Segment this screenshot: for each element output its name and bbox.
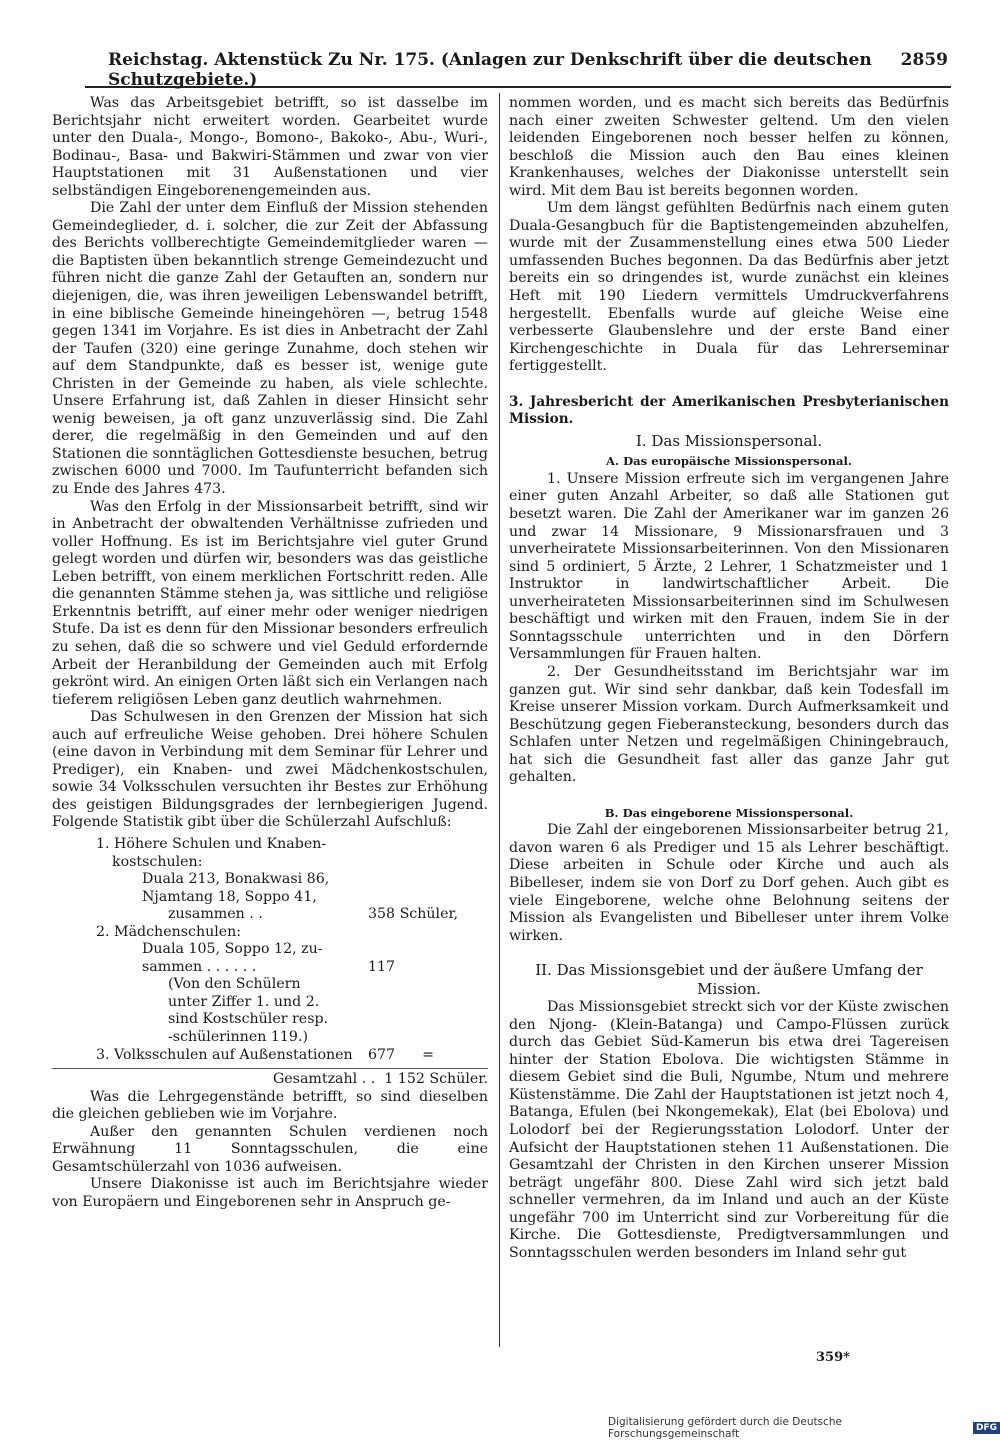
stat-value: 677 [368, 1046, 396, 1063]
stat-line: 2. Mädchenschulen: [96, 923, 242, 940]
stat-row [52, 906, 488, 924]
paragraph: Unsere Diakonisse ist auch im Berichtsjahre wieder von Europäern und Eingeborenen sehr in Anspruch ge- [52, 1176, 488, 1210]
stat-row [52, 959, 488, 977]
stat-value: 358 Schüler, [368, 906, 459, 923]
paragraph: Die Zahl der eingeborenen Missionsarbeiter betrug 21, davon waren 6 als Prediger und 15 als Lehrer beschäftigt. Diese arbeiten in Schule oder Kirche und auch als Bibelleser, indem sie von Dorf zu Dorf gehen. Auch gibt es viele Eingeborene, welche ohne Belohnung seitens der Mission als Evangelisten und Bibelleser unter ihrem Volke wirken. [509, 822, 949, 944]
stat-total [52, 1068, 488, 1089]
digitization-credit [608, 1416, 1000, 1440]
credit-text: Digitalisierung gefördert durch die Deutsche Forschungsgemeinschaft [608, 1416, 842, 1440]
paragraph: Das Missionsgebiet streckt sich vor der Küste zwischen den Njong- (Klein-Batanga) und Campo-Flüssen zurück durch das Gebiet Süd-Kamerun bis etwa drei Tagereisen hinter der Station Ebolova. Die wichtigsten Stämme in diesem Gebiet sind die Buli, Ngumbe, Ntum und mehrere Küstenstämme. Die Zahl der Hauptstationen ist jetzt noch 4, Batanga, Efulen (bei Nkongemekak), Elat (bei Ebolova) und Lolodorf bei der Regierungsstation Lolodorf. Unter der Aufsicht der Hauptstationen stehen 11 Außenstationen. Die Gesamtzahl der Christen in den Kirchen unserer Mission beträgt ungefähr 800. Diese Zahl wird sich jetzt bald schneller vermehren, da im Inland und auch an der Küste ungefähr 700 im Unterricht sind zur Vorbereitung für die Kirche. Die Gottesdienste, Predigtversammlungen und Sonntagsschulen werden besonders im Inland sehr gut [509, 999, 949, 1261]
left-column [52, 95, 488, 1211]
page-number: 2859 [900, 50, 948, 70]
paragraph: Was den Erfolg in der Missionsarbeit betrifft, sind wir in Anbetracht der obwaltenden Verhältnisse zufrieden und voller Hoffnung. Es ist im Berichtsjahre viel guter Grund gelegt worden und dürfen wir, besonders was das geistliche Leben betrifft, von einem merklichen Fortschritt reden. Alle die genannten Stämme stehen ja, was sittliche und religiöse Erkenntnis betrifft, auf einer mehr oder weniger niedrigen Stufe. Da ist es denn für den Missionar besonders erfreulich zu sehen, daß die so schwere und viel Geduld erfordernde Arbeit der Heranbildung der Gemeinden auch mit Erfolg gekrönt wird. An einigen Orten läßt sich ein Verlangen nach tieferem religiösen Leben ganz deutlich wahrnehmen. [52, 498, 488, 708]
subsubheading: B. Das eingeborene Missionspersonal. [604, 805, 854, 820]
column-divider [499, 93, 500, 1347]
paragraph: 2. Der Gesundheitsstand im Berichtsjahr war im ganzen gut. Wir sind sehr dankbar, daß kein Todesfall im Kreise unserer Mission vorkam. Durch Aufmerksamkeit und Beschützung gegen Fieberansteckung, besonders durch das Schlafen unter Netzen und regelmäßigen Chiningebrauch, hat sich die Gesundheit fast aller das ganze Jahr gut gehalten. [509, 663, 949, 786]
stat-line: Duala 105, Soppo 12, zu- [142, 941, 323, 958]
stat-line: (Von den Schülern [168, 976, 301, 993]
paragraph: Außer den genannten Schulen verdienen noch Erwähnung 11 Sonntagsschulen, die eine Gesamtschülerzahl von 1036 aufweisen. [52, 1123, 488, 1175]
stat-value: 117 [368, 958, 396, 975]
dfg-logo: DFG [973, 1422, 1000, 1434]
page-header [108, 50, 948, 90]
stat-line: Njamtang 18, Soppo 41, [142, 888, 317, 905]
stat-line: unter Ziffer 1. und 2. [168, 993, 320, 1010]
stat-line: Duala 213, Bonakwasi 86, [142, 871, 330, 888]
stat-line: 1. Höhere Schulen und Knaben- [96, 835, 327, 852]
header-title: Reichstag. Aktenstück Zu Nr. 175. (Anlagen zur Denkschrift über die deutschen Schutzgebiete.) [108, 50, 872, 90]
paragraph: Das Schulwesen in den Grenzen der Mission hat sich auch auf erfreuliche Weise gehoben. Drei höhere Schulen (eine davon in Verbindung mit dem Seminar für Lehrer und Prediger), ein Knaben- und zwei Mädchenkostschulen, sowie 34 Volksschulen versuchten ihr Bestes zur Erhöhung des geistigen Bildungsgrades der lernbegierigen Jugend. Folgende Statistik gibt über die Schülerzahl Aufschluß: [52, 709, 488, 831]
total-label: Gesamtzahl . . [272, 1071, 376, 1088]
total-value: 1 152 Schüler. [384, 1071, 488, 1088]
paragraph: 1. Unsere Mission erfreute sich im vergangenen Jahre einer guten Anzahl Arbeiter, so daß alle Stationen gut besetzt waren. Die Zahl der Amerikaner war im ganzen 26 und zwar 14 Missionare, 9 Missionarsfrauen und 3 unverheiratete Missionsarbeiterinnen. Von den Missionaren sind 5 ordiniert, 5 Ärzte, 2 Lehrer, 1 Schatzmeister und 1 Instruktor in landwirtschaftlicher Arbeit. Die unverheirateten Missionsarbeiterinnen sind im Schulwesen beschäftigt und wirken mit den Frauen, indem Sie in der Sonntagsschule unterrichten und in den Dörfern Versammlungen für Frauen halten. [509, 470, 949, 663]
school-statistics [52, 836, 488, 1089]
header-rule [85, 86, 951, 88]
stat-line: kostschulen: [112, 853, 203, 870]
section-heading: 3. Jahresbericht der Amerikanischen Presbyterianischen Mission. [509, 393, 949, 428]
paragraph: Was das Arbeitsgebiet betrifft, so ist dasselbe im Berichtsjahr nicht erweitert worden. Gearbeitet wurde unter den Duala-, Mongo-, Bomono-, Bakoko-, Abu-, Wuri-, Bodinau-, Basa- und Bakwiri-Stämmen und zwar von vier Hauptstationen mit 31 Außenstationen und vier selbständigen Eingeborenengemeinden aus. [52, 95, 488, 199]
stat-row [52, 1047, 488, 1065]
signature-mark: 359* [816, 1350, 850, 1365]
paragraph: nommen worden, und es macht sich bereits das Bedürfnis nach einer zweiten Schwester geltend. Um den vielen leidenden Eingeborenen noch besser helfen zu können, beschloß die Mission auch den Bau eines kleinen Krankenhauses, welches der Diakonisse unterstellt sein wird. Mit dem Bau ist bereits begonnen worden. [509, 95, 949, 199]
right-column [509, 95, 949, 1262]
paragraph: Was die Lehrgegenstände betrifft, so sind dieselben die gleichen geblieben wie im Vorjahre. [52, 1088, 488, 1123]
stat-line: sind Kostschüler resp. [168, 1011, 329, 1028]
subsubheading: A. Das europäische Missionspersonal. [606, 454, 852, 469]
subheading: I. Das Missionspersonal. [635, 431, 823, 450]
stat-label: 3. Volksschulen auf Außenstationen [96, 1046, 353, 1063]
subheading: II. Das Missionsgebiet und der äußere Umfang der Mission. [535, 961, 923, 999]
stat-label: zusammen . . [168, 906, 263, 923]
paragraph: Um dem längst gefühlten Bedürfnis nach einem guten Duala-Gesangbuch für die Baptistengemeinden abzuhelfen, wurde mit der Zusammenstellung eines etwa 500 Lieder umfassenden Buches begonnen. Da das Bedürfnis aber jetzt bereits ein so dringendes ist, wurde zunächst ein kleines Heft mit 190 Liedern vermittels Umdruckverfahrens hergestellt. Ebenfalls wurde auf gleiche Weise eine verbesserte Glaubenslehre und der erste Band einer Kirchengeschichte in Duala für das Lehrerseminar fertiggestellt. [509, 200, 949, 375]
paragraph: Die Zahl der unter dem Einfluß der Mission stehenden Gemeindeglieder, d. i. solcher, die zur Zeit der Abfassung des Berichts vollberechtigte Gemeindemitglieder waren — die Baptisten üben bekanntlich strenge Gemeindezucht und führen nicht die ganze Zahl der Getauften an, sondern nur diejenigen, die, was ihren jeweiligen Lebenswandel betrifft, in eine biblische Gemeinde hineingehören —, betrug 1548 gegen 1341 im Vorjahre. Es ist dies in Anbetracht der Zahl der Taufen (320) eine geringe Zunahme, doch stehen wir auf dem Standpunkte, daß es besser ist, wenige gute Christen in der Gemeinde zu haben, als viele schlechte. Unsere Erfahrung ist, daß Zahlen in dieser Hinsicht sehr wenig beweisen, ja oft ganz unzuverlässig sind. Die Zahl derer, die regelmäßig in den Gemeinden und auf den Stationen die sonntäglichen Gottesdienste besuchen, betrug zwischen 6000 und 7000. Im Taufunterricht befanden sich zu Ende des Jahres 473. [52, 200, 488, 498]
stat-line: -schülerinnen 119.) [168, 1028, 308, 1045]
stat-label: sammen . . . . . . [142, 958, 257, 975]
stat-value-group [368, 1047, 488, 1065]
ditto-mark: = [422, 1046, 435, 1063]
